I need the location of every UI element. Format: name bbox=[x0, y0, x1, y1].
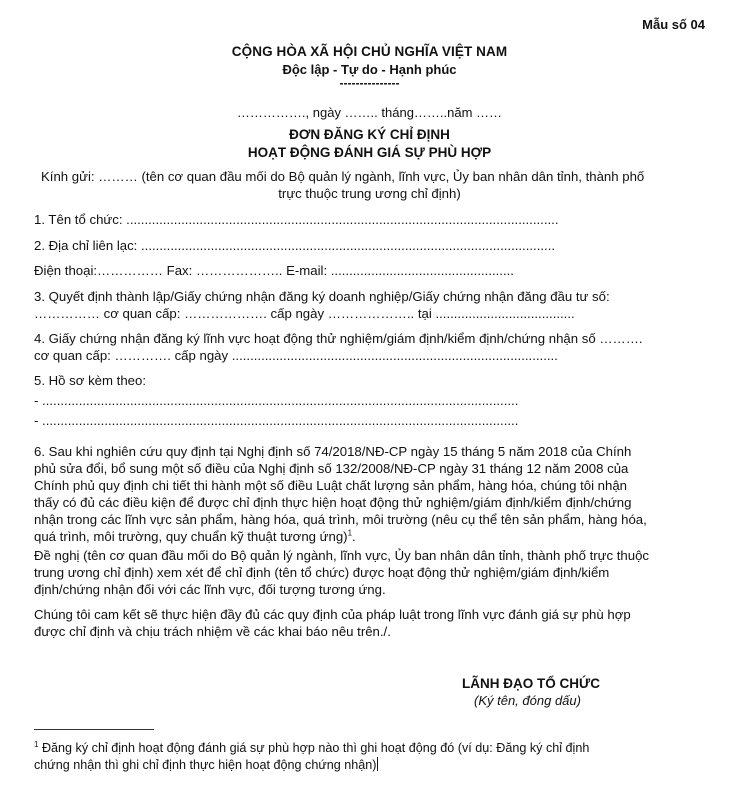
motto-rule: --------------- bbox=[339, 76, 400, 90]
attachment-line-1: - .................................................................................................................................. bbox=[34, 393, 519, 408]
section-6-line: 6. Sau khi nghiên cứu quy định tại Nghị định số 74/2018/NĐ-CP ngày 15 tháng 5 năm 2018 của Chính bbox=[34, 444, 632, 459]
place-date-line: ……………., ngày …….. tháng……..năm …… bbox=[236, 105, 503, 120]
section-6-line: Chính phủ quy định chi tiết thi hành một số điều Luật chất lượng sản phẩm, hàng hóa, chúng tôi nhận bbox=[34, 478, 628, 493]
document-title-line-1: ĐƠN ĐĂNG KÝ CHỈ ĐỊNH bbox=[289, 127, 450, 142]
document-title-line-2: HOẠT ĐỘNG ĐÁNH GIÁ SỰ PHÙ HỢP bbox=[247, 145, 492, 160]
footnote-text-1: Đăng ký chỉ định hoạt động đánh giá sự phù hợp nào thì ghi hoạt động đó (ví dụ: Đăng ký chỉ định bbox=[38, 741, 590, 755]
section-6-line-end: . bbox=[352, 529, 356, 544]
attachment-line-2: - .................................................................................................................................. bbox=[34, 413, 519, 428]
commitment-paragraph bbox=[34, 606, 631, 640]
request-paragraph bbox=[34, 547, 649, 598]
signature-note: (Ký tên, đóng dấu) bbox=[474, 693, 581, 708]
footnote-mark: 1 bbox=[34, 739, 39, 749]
footnote-reference: 1 bbox=[347, 528, 353, 538]
commitment-line: được chỉ định và chịu trách nhiệm về các khai báo nêu trên./. bbox=[34, 624, 391, 639]
request-line: Đề nghị (tên cơ quan đầu mối do Bộ quản lý ngành, lĩnh vực, Ủy ban nhân dân tỉnh, thành phố trực thuộc bbox=[34, 548, 650, 563]
recipient-line-1: Kính gửi: ……… (tên cơ quan đầu mối do Bộ quản lý ngành, lĩnh vực, Ủy ban nhân dân tỉnh, thành phố bbox=[41, 169, 645, 184]
field-org-name: 1. Tên tổ chức: ...................................................................................................................... bbox=[34, 212, 559, 227]
field-cert-line-1: 4. Giấy chứng nhận đăng ký lĩnh vực hoạt động thử nghiệm/giám định/kiểm định/chứng nhận số ………. bbox=[34, 331, 643, 346]
request-line: định/chứng nhận đối với các lĩnh vực, đối tượng tương ứng. bbox=[34, 582, 386, 597]
field-attachments: 5. Hồ sơ kèm theo: bbox=[34, 373, 146, 388]
signature-title: LÃNH ĐẠO TỔ CHỨC bbox=[462, 676, 600, 691]
footnote-separator bbox=[34, 729, 154, 730]
text-cursor bbox=[377, 757, 378, 771]
section-6-line: thấy có đủ các điều kiện để được chỉ định thực hiện hoạt động thử nghiệm/giám định/kiểm định/chứng bbox=[34, 495, 632, 510]
field-decision-line-1: 3. Quyết định thành lập/Giấy chứng nhận đăng ký doanh nghiệp/Giấy chứng nhận đăng đầu tư số: bbox=[34, 289, 610, 304]
motto: Độc lập - Tự do - Hạnh phúc bbox=[282, 62, 457, 77]
request-line: trung ương chỉ định) xem xét để chỉ định (tên tổ chức) được hoạt động thử nghiệm/giám định/kiểm bbox=[34, 565, 610, 580]
footnote-text-2: chứng nhận thì ghi chỉ định thực hiện hoạt động chứng nhận) bbox=[34, 758, 377, 772]
section-6-last-line bbox=[34, 528, 647, 545]
footnote bbox=[34, 740, 714, 774]
footnote-line-2 bbox=[34, 757, 714, 774]
field-decision-line-2: …………… cơ quan cấp: ………………. cấp ngày ……………….. tại ...................................... bbox=[34, 306, 575, 321]
nation-heading: CỘNG HÒA XÃ HỘI CHỦ NGHĨA VIỆT NAM bbox=[231, 44, 508, 59]
recipient-line-2: trực thuộc trung ương chỉ định) bbox=[278, 186, 461, 201]
commitment-line: Chúng tôi cam kết sẽ thực hiện đầy đủ các quy định của pháp luật trong lĩnh vực đánh giá sự phù hợp bbox=[34, 607, 631, 622]
form-number: Mẫu số 04 bbox=[642, 17, 705, 32]
footnote-line-1 bbox=[34, 740, 714, 757]
section-6-line: phủ sửa đổi, bổ sung một số điều của Nghị định số 132/2008/NĐ-CP ngày 31 tháng 12 năm 2008 của bbox=[34, 461, 629, 476]
field-cert-line-2: cơ quan cấp: …………. cấp ngày ......................................................................................... bbox=[34, 348, 558, 363]
section-6-paragraph bbox=[34, 443, 647, 545]
section-6-line-text: quá trình, môi trường, quy chuẩn kỹ thuật tương ứng) bbox=[34, 529, 348, 544]
section-6-line: nhận trong các lĩnh vực sản phẩm, hàng hóa, quá trình, môi trường (nêu cụ thể tên sản phẩm, hàng hóa, bbox=[34, 512, 647, 527]
field-address: 2. Địa chỉ liên lạc: ................................................................................................................. bbox=[34, 238, 556, 253]
field-contact: Điện thoại:…………… Fax: ……………….. E-mail: .................................................. bbox=[34, 263, 514, 278]
